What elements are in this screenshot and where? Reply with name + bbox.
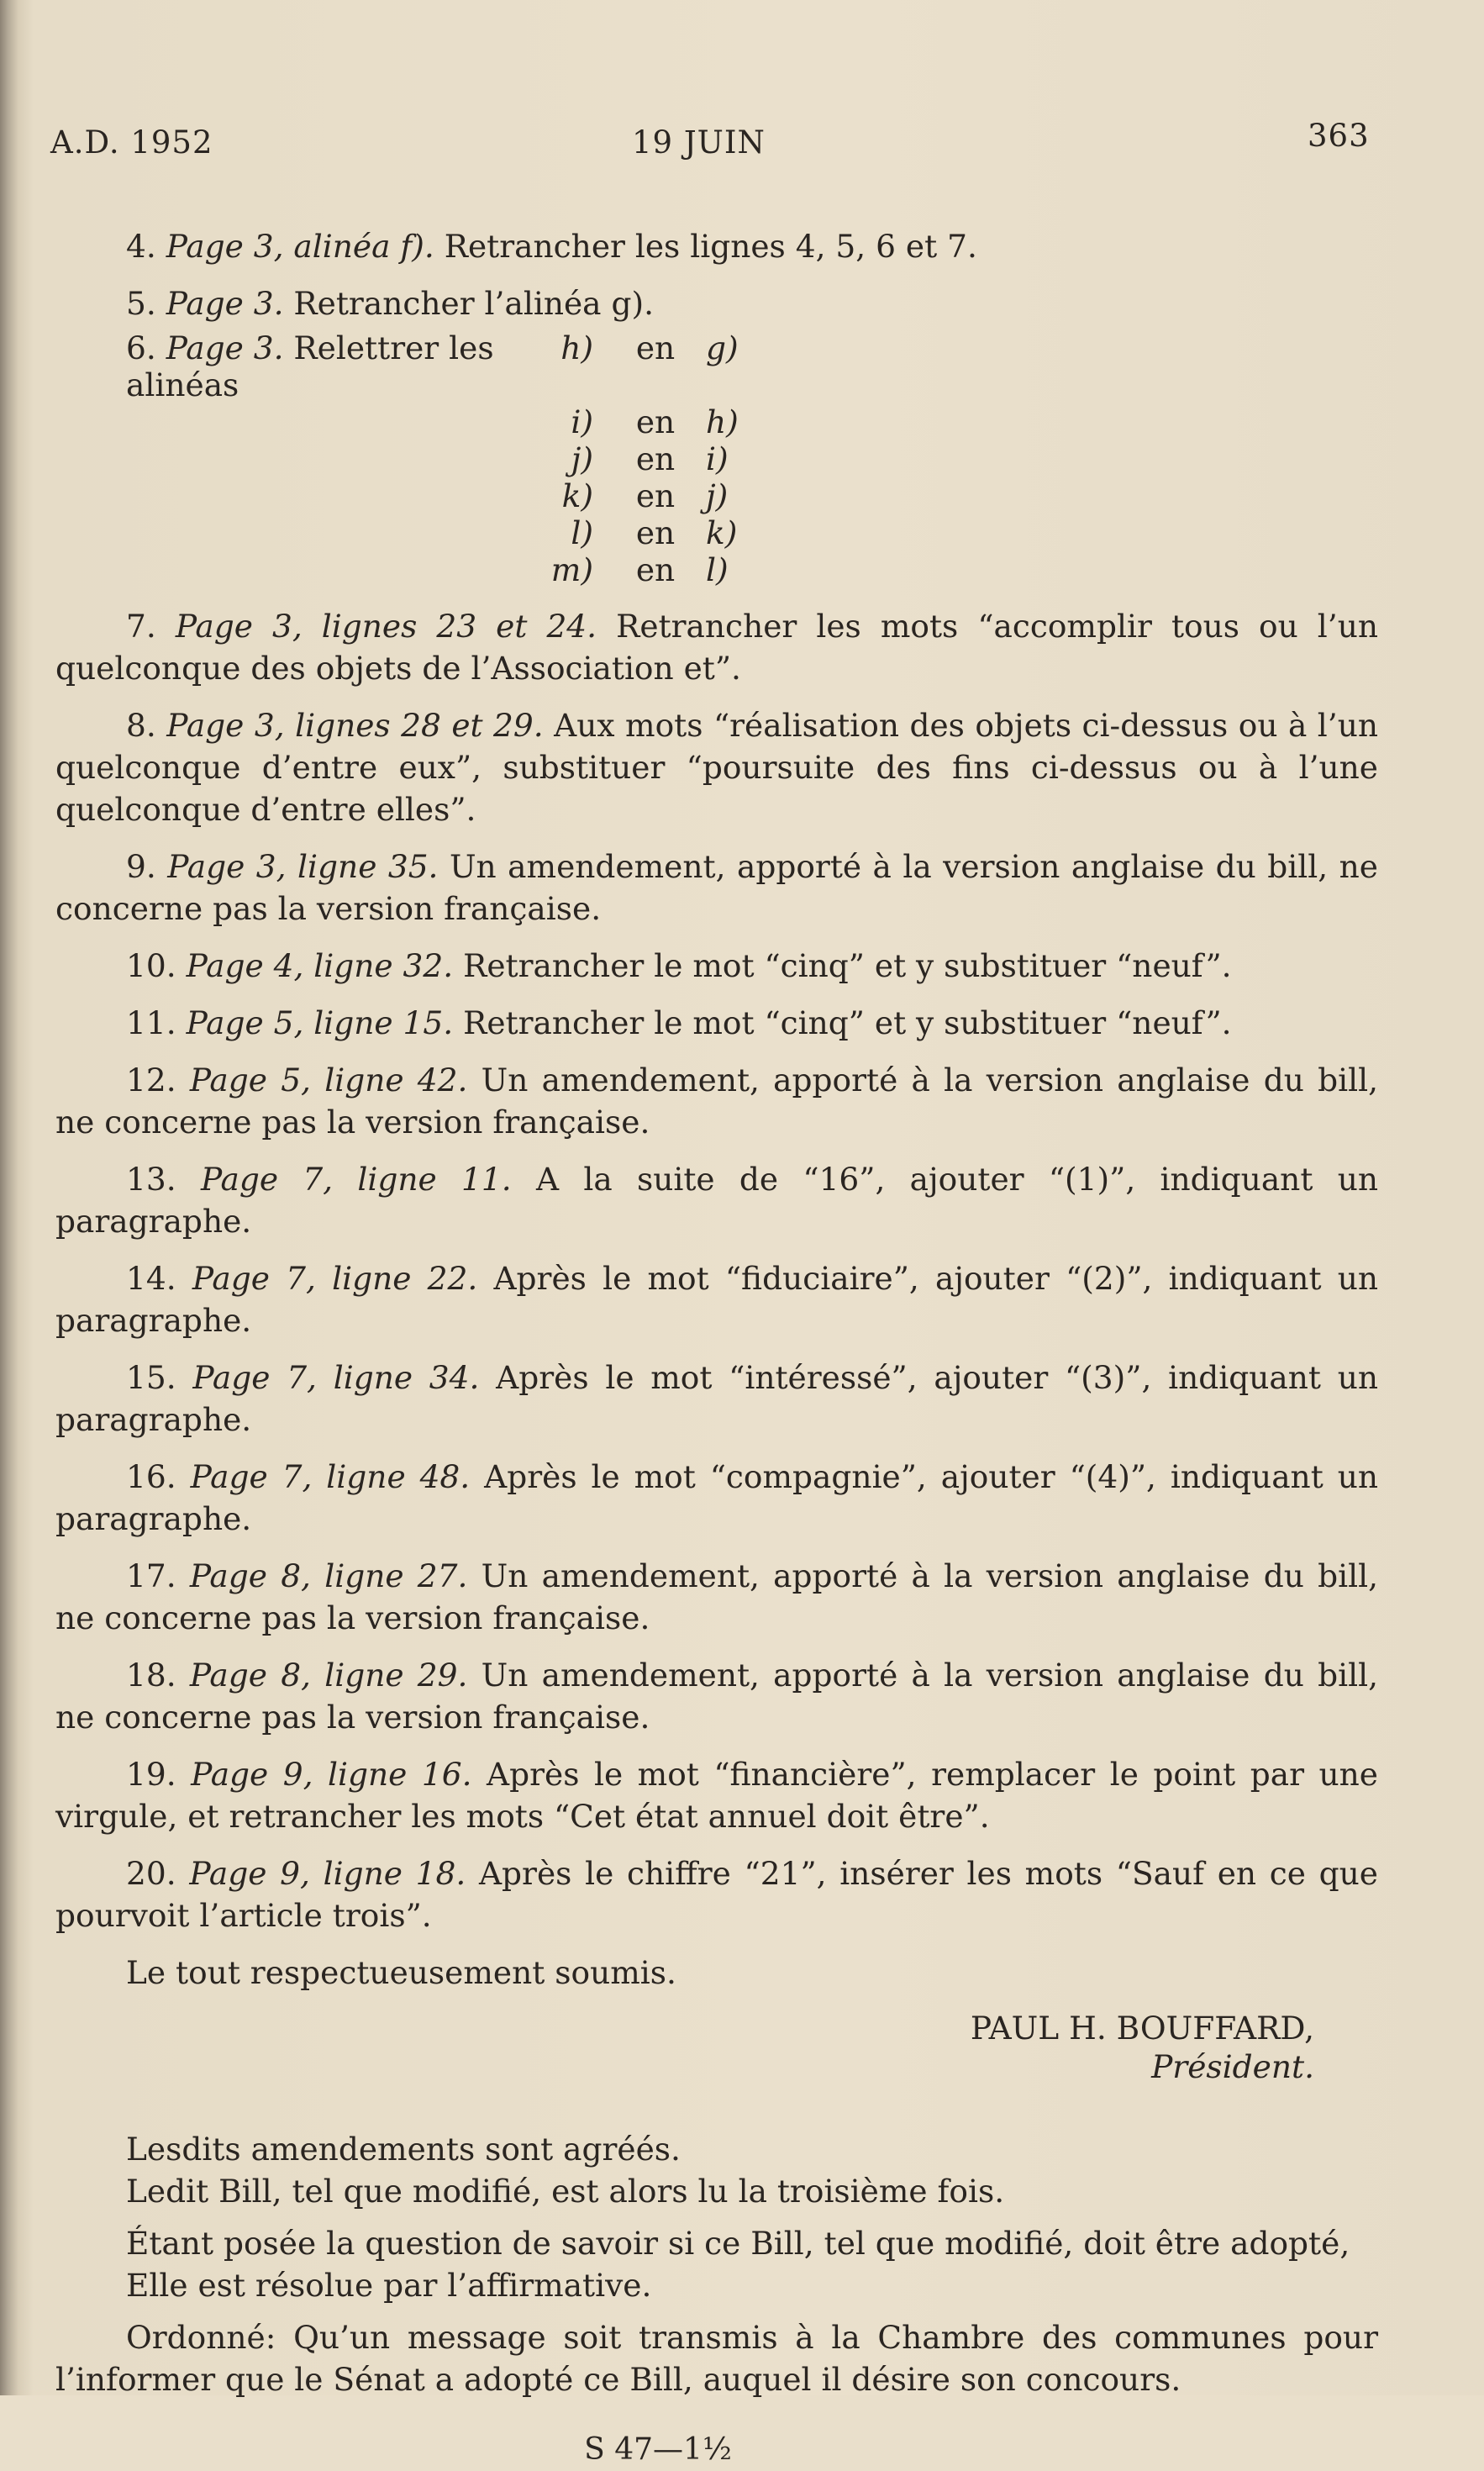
amendment-item: 14. Page 7, ligne 22. Après le mot “fiduciaire”, ajouter “(2)”, indiquant un paragraphe. <box>55 1260 1379 1339</box>
proceedings-line: Elle est résolue par l’affirmative. <box>126 2267 652 2304</box>
page-number: 363 <box>1308 118 1370 154</box>
amendment-item-6: 6. Page 3. Relettrer les alinéas h) <box>126 329 593 403</box>
proceedings-line: Étant posée la question de savoir si ce Bill, tel que modifié, doit être adopté, <box>126 2225 1350 2262</box>
reletter-table: 6. Page 3. Relettrer les alinéas h) en g) i) en h) j) en i) k) en j) l) en k) m) en l) <box>55 329 1378 588</box>
amendment-item: 18. Page 8, ligne 29. Un amendement, apporté à la version anglaise du bill, ne concerne pas la version française. <box>55 1657 1378 1736</box>
amendment-item: 13. Page 7, ligne 11. A la suite de “16”, ajouter “(1)”, indiquant un paragraphe. <box>55 1161 1378 1240</box>
signature-block <box>55 2009 1314 2086</box>
header-date: 19 JUIN <box>632 124 766 161</box>
reletter-to: h) <box>706 403 739 440</box>
signatory-title: Président. <box>1151 2048 1314 2085</box>
amendment-item: 15. Page 7, ligne 34. Après le mot “intéressé”, ajouter “(3)”, indiquant un paragraphe. <box>55 1359 1379 1438</box>
header-year: A.D. 1952 <box>50 124 213 161</box>
amendment-item: 8. Page 3, lignes 28 et 29. Aux mots “réalisation des objets ci-dessus ou à l’un quelconque d’entre eux”, substituer “poursuite des fins ci-dessus ou à l’une quelconque d’entre elles”. <box>55 707 1379 828</box>
proceedings <box>55 2128 1378 2400</box>
amendment-item: 12. Page 5, ligne 42. Un amendement, apporté à la version anglaise du bill, ne concerne pas la version française. <box>55 1062 1378 1141</box>
amendment-item: 11. Page 5, ligne 15. Retrancher le mot “cinq” et y substituer “neuf”. <box>126 1004 1232 1041</box>
signature-code: S 47—1½ <box>584 2432 732 2467</box>
proceedings-line: Ledit Bill, tel que modifié, est alors lu la troisième fois. <box>126 2173 1005 2210</box>
amendment-item: 19. Page 9, ligne 16. Après le mot “financière”, remplacer le point par une virgule, et retrancher les mots “Cet état annuel doit être”. <box>55 1756 1378 1835</box>
amendment-item: 16. Page 7, ligne 48. Après le mot “compagnie”, ajouter “(4)”, indiquant un paragraphe. <box>55 1458 1378 1537</box>
reletter-from: i) <box>571 403 593 440</box>
amendment-item: 17. Page 8, ligne 27. Un amendement, apporté à la version anglaise du bill, ne concerne pas la version française. <box>55 1557 1378 1636</box>
amendment-item: 4. Page 3, alinéa f). Retrancher les lignes 4, 5, 6 et 7. <box>126 228 977 265</box>
proceedings-order: Ordonné: Qu’un message soit transmis à la Chambre des communes pour l’informer que le Sénat a adopté ce Bill, auquel il désire son concours. <box>55 2319 1378 2398</box>
amendment-item: 20. Page 9, ligne 18. Après le chiffre “21”, insérer les mots “Sauf en ce que pourvoit l’article trois”. <box>55 1855 1378 1934</box>
closing-line: Le tout respectueusement soumis. <box>126 1954 676 1991</box>
amendment-item: 9. Page 3, ligne 35. Un amendement, apporté à la version anglaise du bill, ne concerne pas la version française. <box>55 848 1378 927</box>
signatory-name: PAUL H. BOUFFARD, <box>970 2010 1314 2047</box>
running-header <box>50 118 1370 161</box>
amendment-item: 7. Page 3, lignes 23 et 24. Retrancher les mots “accomplir tous ou l’un quelconque des objets de l’Association et”. <box>55 608 1379 687</box>
amendment-item: 10. Page 4, ligne 32. Retrancher le mot “cinq” et y substituer “neuf”. <box>126 947 1232 984</box>
document-body <box>55 225 1378 2471</box>
amendment-item: 5. Page 3. Retrancher l’alinéa g). <box>126 285 654 322</box>
proceedings-line: Lesdits amendements sont agréés. <box>126 2131 681 2168</box>
